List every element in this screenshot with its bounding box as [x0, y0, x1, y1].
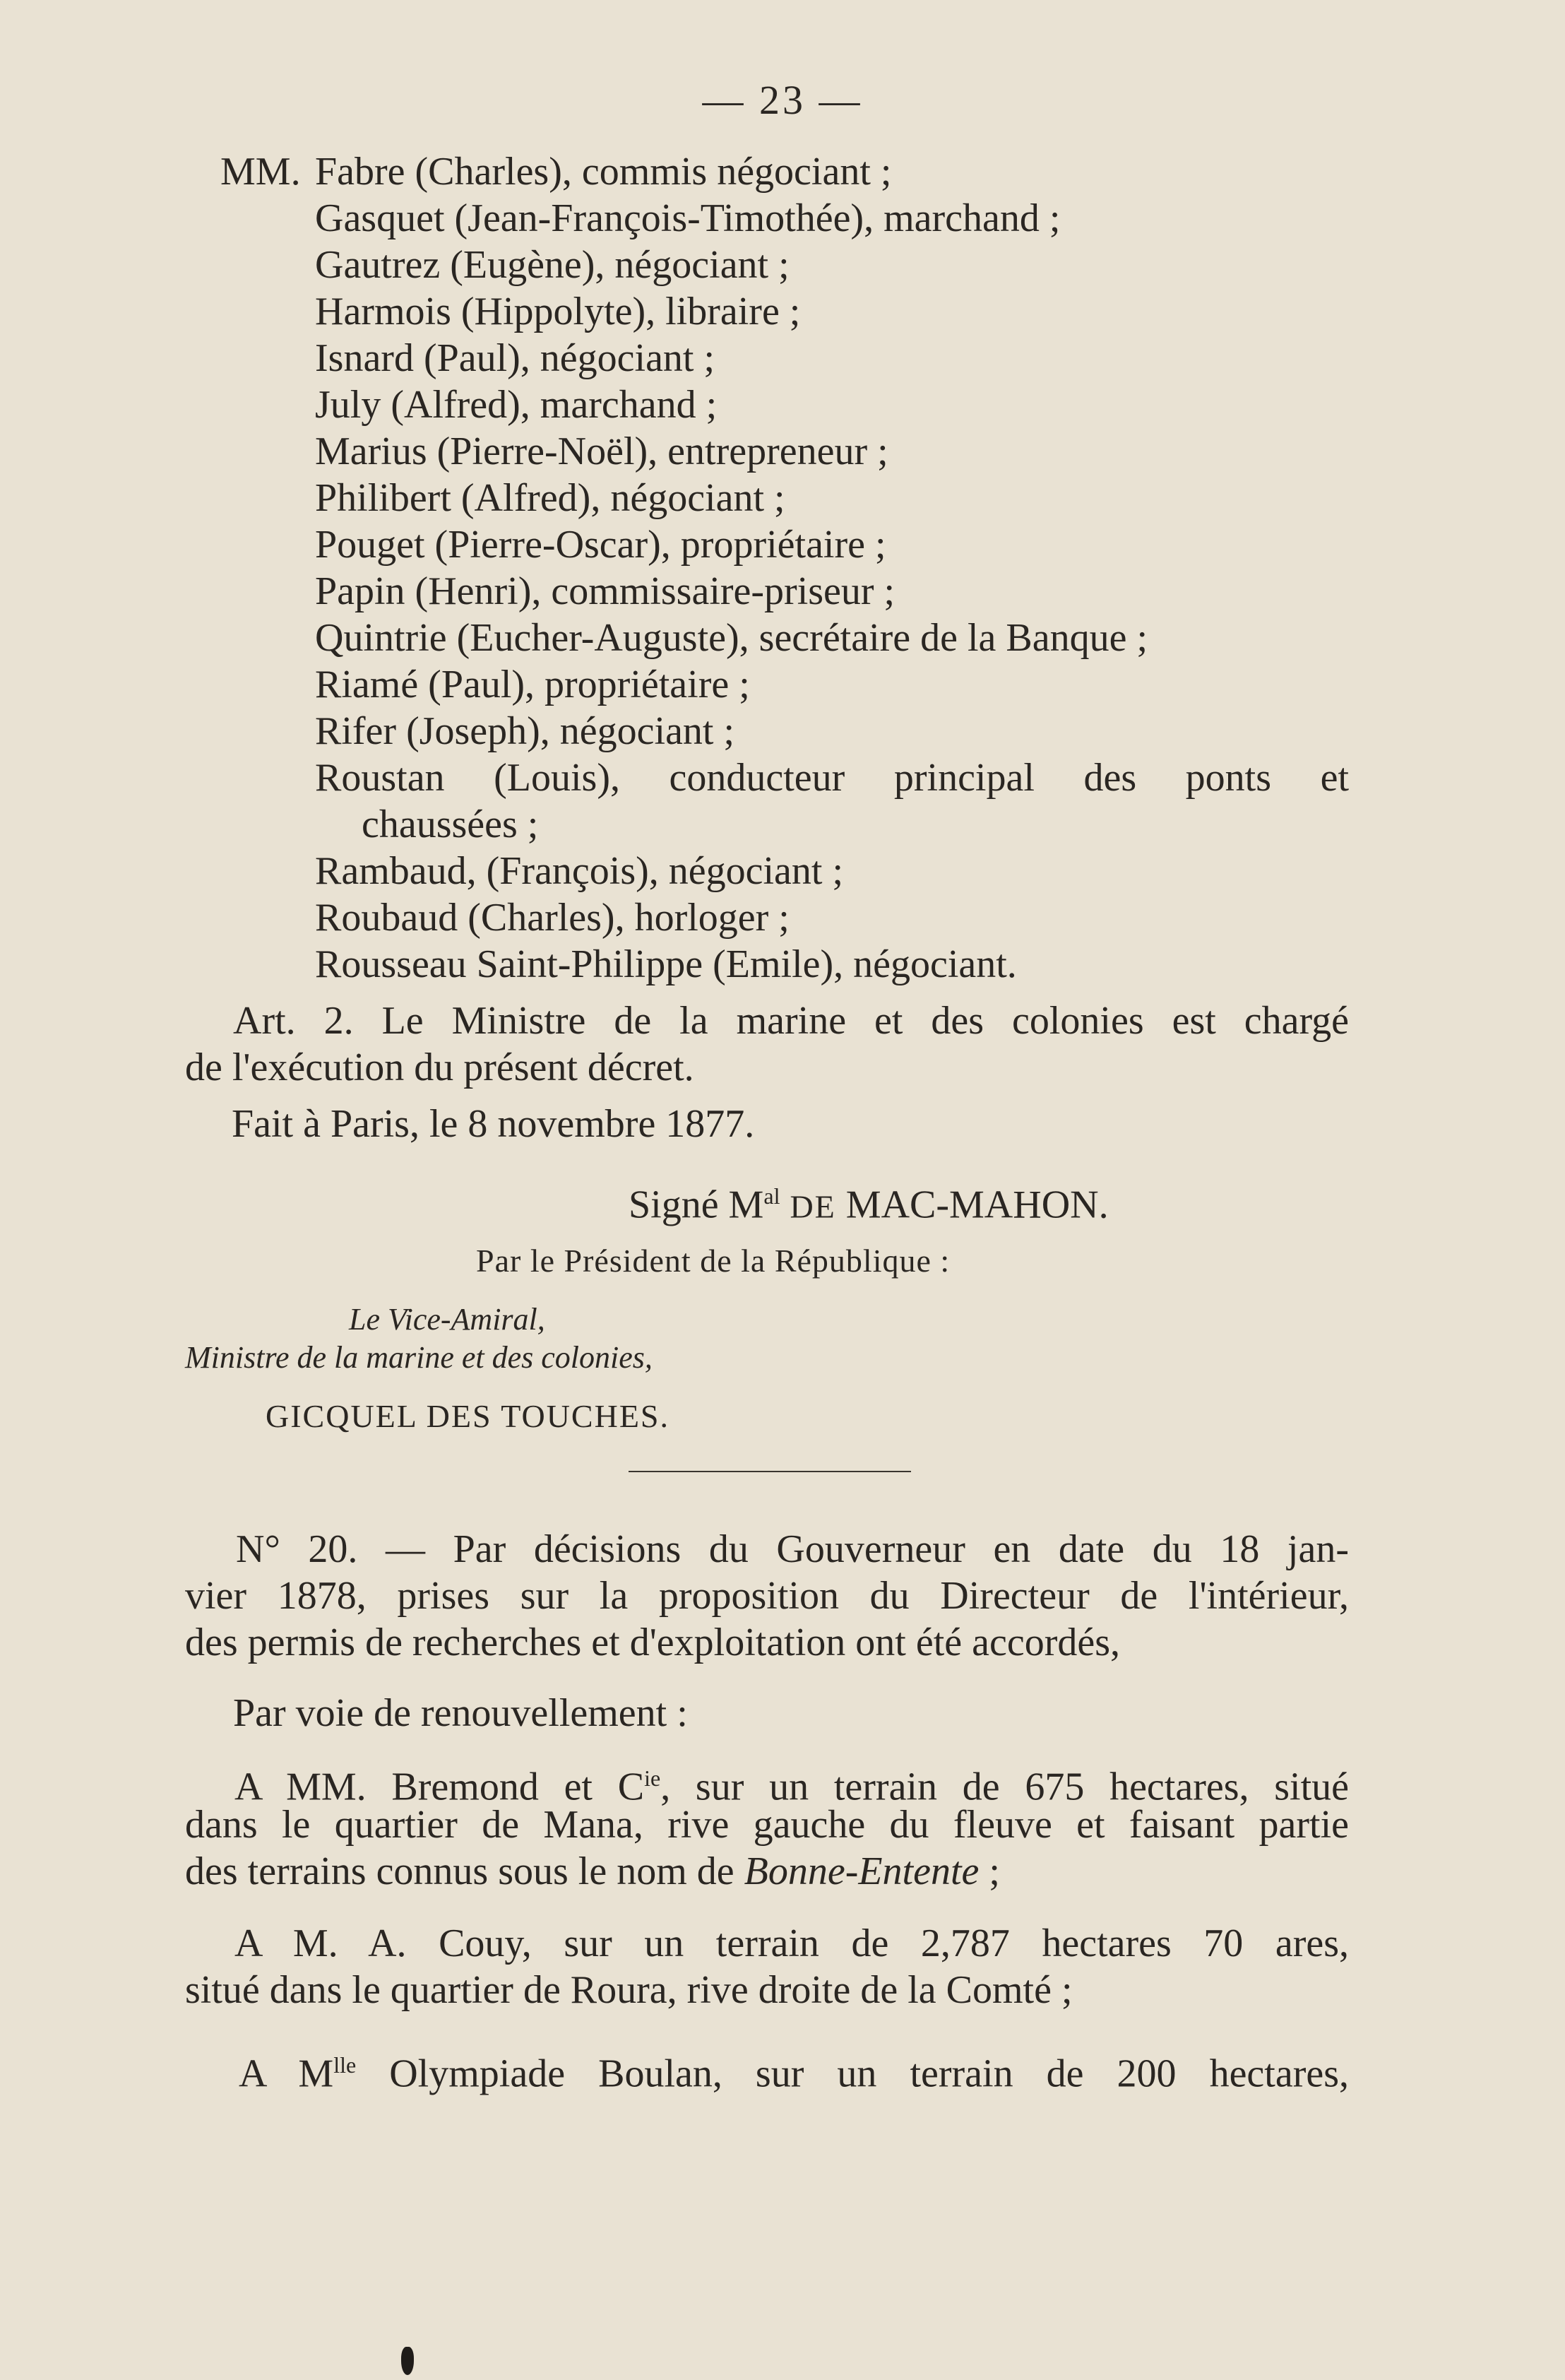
member-entry: Rifer (Joseph), négociant ; — [315, 709, 735, 753]
member-entry: Papin (Henri), commissaire-priseur ; — [315, 569, 895, 613]
page-number: — 23 — — [702, 77, 863, 123]
ink-blot — [401, 2347, 414, 2375]
grant-line-text: A M — [239, 2052, 334, 2096]
decision-line: vier 1878, prises sur la proposition du Directeur de l'intérieur, — [185, 1574, 1349, 1618]
member-entry: Gautrez (Eugène), négociant ; — [315, 243, 790, 287]
member-entry: Philibert (Alfred), négociant ; — [315, 476, 785, 520]
member-entry: Gasquet (Jean-François-Timothée), marchand ; — [315, 196, 1061, 240]
grant-line: dans le quartier de Mana, rive gauche du fleuve et faisant partie — [185, 1803, 1349, 1847]
minister-name: GICQUEL DES TOUCHES. — [266, 1398, 670, 1434]
grant-superscript: lle — [333, 2052, 357, 2078]
signed-superscript: al — [763, 1183, 780, 1209]
member-entry: Rambaud, (François), négociant ; — [315, 849, 844, 893]
decision-line: des permis de recherches et d'exploitation ont été accordés, — [185, 1621, 1120, 1664]
member-entry: Pouget (Pierre-Oscar), propriétaire ; — [315, 523, 886, 567]
grant-superscript: ie — [644, 1765, 661, 1791]
article-line: de l'exécution du présent décret. — [185, 1046, 694, 1089]
member-entry: July (Alfred), marchand ; — [315, 383, 718, 427]
member-entry: Roubaud (Charles), horloger ; — [315, 896, 790, 940]
grant-line-text: ; — [979, 1849, 1000, 1893]
grant-line-text: des terrains connus sous le nom de — [185, 1849, 744, 1893]
by-president: Par le Président de la République : — [476, 1243, 951, 1279]
member-entry: Quintrie (Eucher-Auguste), secrétaire de la Banque ; — [315, 616, 1148, 660]
decision-line: N° 20. — Par décisions du Gouverneur en date du 18 jan- — [236, 1527, 1349, 1571]
minister-title: Le Vice-Amiral, — [349, 1302, 545, 1337]
grant-line-text: A MM. Bremond et C — [234, 1765, 645, 1809]
done-at: Fait à Paris, le 8 novembre 1877. — [232, 1102, 755, 1146]
section-divider — [629, 1471, 911, 1472]
members-prefix: MM. — [220, 150, 301, 194]
minister-title: Ministre de la marine et des colonies, — [185, 1340, 653, 1375]
renewal-heading: Par voie de renouvellement : — [233, 1691, 688, 1735]
member-entry: Harmois (Hippolyte), libraire ; — [315, 290, 801, 333]
grant-line: situé dans le quartier de Roura, rive droite de la Comté ; — [185, 1968, 1073, 2012]
member-entry: Riamé (Paul), propriétaire ; — [315, 663, 750, 706]
member-entry: Rousseau Saint-Philippe (Emile), négociant. — [315, 942, 1017, 986]
grant-line — [185, 1848, 1000, 1895]
member-entry: Fabre (Charles), commis négociant ; — [315, 150, 892, 194]
article-line: Art. 2. Le Ministre de la marine et des colonies est chargé — [233, 999, 1349, 1043]
estate-name: Bonne-Entente — [744, 1849, 980, 1893]
signed-label: Signé M — [629, 1183, 764, 1227]
signatory-name: MAC-MAHON. — [845, 1183, 1109, 1227]
signature-line — [629, 1173, 1109, 1231]
grant-line-text: , sur un terrain de 675 hectares, situé — [660, 1765, 1349, 1809]
member-entry: Marius (Pierre-Noël), entrepreneur ; — [315, 430, 888, 473]
signature-particle: DE — [790, 1188, 836, 1225]
grant-line-text: Olympiade Boulan, sur un terrain de 200 hectares, — [356, 2052, 1349, 2096]
member-entry: Isnard (Paul), négociant ; — [315, 336, 715, 380]
grant-line: A M. A. Couy, sur un terrain de 2,787 hectares 70 ares, — [234, 1922, 1349, 1965]
member-entry: Roustan (Louis), conducteur principal des ponts et — [315, 756, 1349, 800]
grant-line — [239, 2042, 1349, 2097]
member-entry-continuation: chaussées ; — [362, 803, 539, 846]
